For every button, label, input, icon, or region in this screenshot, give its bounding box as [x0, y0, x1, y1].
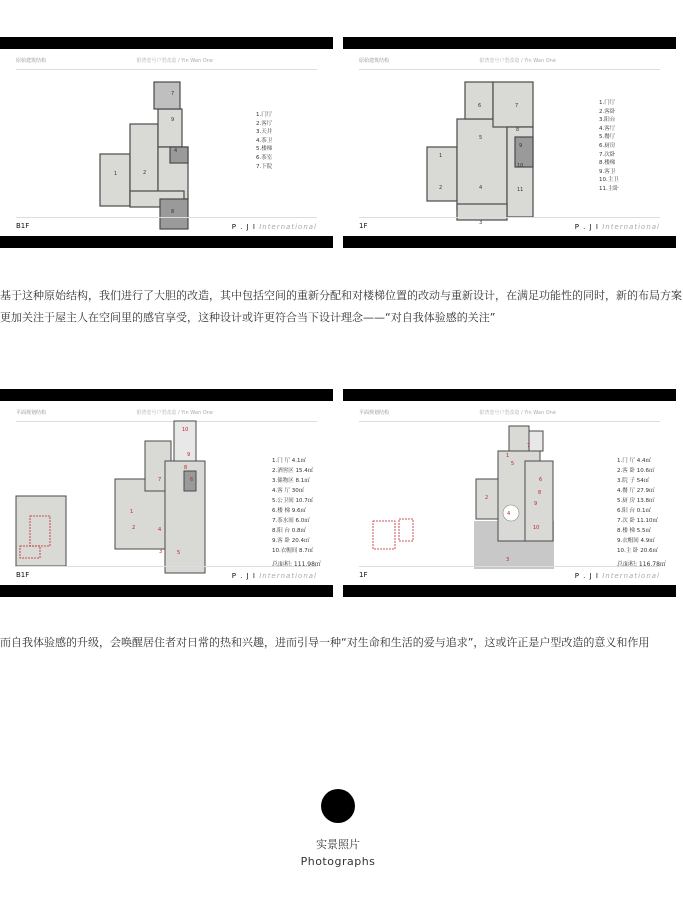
legend-item: 4.客 厅 30㎡ [272, 488, 305, 494]
legend-item: 5.公卫间 10.7㎡ [272, 498, 314, 504]
svg-text:1: 1 [439, 153, 443, 159]
legend-item: 3.天井 [256, 129, 273, 136]
legend-item: 7.次卧 [599, 151, 616, 158]
svg-text:4: 4 [479, 185, 483, 191]
svg-text:9: 9 [519, 143, 523, 149]
legend-item: 4.客厅 [599, 125, 616, 132]
legend-item: 4.茶卫 [256, 137, 273, 144]
legend-item: 2.酒窖区 15.4㎡ [272, 468, 314, 474]
floorplan-panel-1f-original [343, 37, 676, 248]
legend-item: 3.院 子 54㎡ [617, 478, 650, 484]
panel-header-project: 银湾壹号户型改造 / Yin Wan One [479, 58, 556, 64]
legend-item: 4.餐 厅 27.9㎡ [617, 488, 655, 494]
legend-item: 11.主卧 [599, 185, 619, 192]
svg-text:7: 7 [515, 103, 519, 109]
divider [16, 217, 317, 218]
svg-text:3: 3 [159, 549, 163, 555]
svg-text:1: 1 [114, 171, 118, 177]
svg-text:7: 7 [171, 91, 175, 97]
svg-text:3: 3 [506, 557, 510, 563]
panel-header-title: 原始建筑结构 [16, 58, 47, 64]
legend-item: 10.主卫 [599, 177, 619, 184]
divider [359, 217, 660, 218]
room-legend [256, 111, 272, 171]
svg-text:5: 5 [177, 550, 181, 556]
room-foyer [100, 154, 130, 206]
floorplan-panel-1f-planned [343, 389, 676, 597]
paragraph-1: 基于这种原始结构，我们进行了大胆的改造，其中包括空间的重新分配和对楼梯位置的改动与重新设计，在满足功能性的同时，新的布局方案更加关注于屋主人在空间里的感官享受，这种设计或许更符合当下设计理念——“对自我体验感的关注” [0, 289, 682, 324]
svg-text:10: 10 [182, 427, 189, 433]
svg-text:2: 2 [439, 185, 443, 191]
total-area: 总面积: 111.98㎡ [272, 561, 321, 568]
svg-text:9: 9 [534, 501, 538, 507]
svg-text:6: 6 [478, 103, 482, 109]
legend-item: 10.衣帽间 8.7㎡ [272, 548, 314, 554]
legend-item: 8.阳 台 0.8㎡ [272, 528, 306, 534]
legend-item: 8.楼 梯 5.5㎡ [617, 528, 651, 534]
legend-item: 8.楼梯 [599, 160, 616, 167]
svg-text:6: 6 [539, 477, 543, 483]
legend-item: 6.厨房 [599, 142, 616, 149]
legend-item: 1.门 厅 4.1㎡ [272, 458, 306, 464]
room-area-legend [272, 456, 321, 570]
legend-item: 2.客 卧 10.6㎡ [617, 468, 655, 474]
panel-header-project: 银湾壹号户型改造 / Yin Wan One [136, 58, 213, 64]
legend-item: 5.厨 房 13.8㎡ [617, 498, 655, 504]
floor-label: B1F [16, 222, 30, 230]
floorplan-b1f-original-drawing [0, 49, 333, 248]
legend-item: 2.客卧 [599, 108, 616, 115]
svg-text:4: 4 [507, 511, 511, 517]
svg-text:7: 7 [527, 443, 531, 449]
legend-item: 1.门厅 [256, 112, 273, 118]
svg-text:8: 8 [538, 490, 542, 496]
svg-text:5: 5 [479, 135, 483, 141]
section-dot-icon [321, 789, 355, 823]
svg-text:9: 9 [187, 452, 191, 458]
floor-label: 1F [359, 222, 368, 230]
svg-text:7: 7 [158, 477, 162, 483]
legend-item: 6.阳 台 0.1㎡ [617, 508, 651, 514]
svg-text:8: 8 [184, 465, 188, 471]
svg-text:5: 5 [511, 461, 515, 467]
panel-header-title: 平面规划结构 [359, 410, 390, 416]
svg-text:9: 9 [171, 117, 175, 123]
divider [16, 566, 317, 567]
divider [359, 566, 660, 567]
section-title-en: Photographs [300, 855, 376, 868]
svg-text:4: 4 [174, 148, 178, 154]
legend-item: 9.客卫 [599, 168, 616, 175]
svg-text:8: 8 [171, 209, 175, 215]
paragraph-2: 而自我体验感的升级，会唤醒居住者对日常的热和兴趣，进而引导一种“对生命和生活的爱与追求”，这或许正是户型改造的意义和作用 [0, 636, 650, 649]
legend-item: 7.下院 [256, 163, 273, 170]
svg-text:6: 6 [190, 477, 194, 483]
brand-logo: P . J I International [574, 572, 660, 580]
legend-item: 2.客厅 [256, 120, 273, 127]
svg-text:1: 1 [506, 453, 510, 459]
legend-item: 9.衣帽间 4.9㎡ [617, 538, 655, 544]
legend-item: 5.楼梯 [256, 146, 273, 153]
svg-text:3: 3 [479, 220, 483, 226]
svg-text:2: 2 [485, 495, 489, 501]
room-area-legend [617, 456, 666, 570]
svg-text:4: 4 [158, 527, 162, 533]
section-title-cn: 实景照片 [316, 838, 360, 851]
legend-item: 3.储物区 8.1㎡ [272, 478, 310, 484]
brand-logo: P . J I International [231, 572, 317, 580]
room-legend [599, 99, 619, 194]
floorplan-1f-original-drawing [343, 49, 676, 248]
legend-item: 6.楼 梯 9.6㎡ [272, 508, 306, 514]
legend-item: 1.门 厅 4.4㎡ [617, 458, 651, 464]
floor-label: 1F [359, 571, 368, 579]
panel-header-project: 银湾壹号户型改造 / Yin Wan One [479, 410, 556, 416]
legend-item: 10.主 卧 20.6㎡ [617, 548, 658, 554]
legend-item: 7.茶水间 6.0㎡ [272, 518, 310, 524]
total-area: 总面积: 116.78㎡ [617, 561, 666, 568]
floorplan-panel-b1f-planned [0, 389, 333, 597]
svg-text:11: 11 [517, 187, 524, 193]
legend-item: 9.客 卧 20.4㎡ [272, 538, 310, 544]
legend-item: 6.茶室 [256, 154, 273, 161]
svg-text:2: 2 [132, 525, 136, 531]
floor-label: B1F [16, 571, 30, 579]
svg-text:2: 2 [143, 170, 147, 176]
legend-item: 7.次 卧 11.10㎡ [617, 518, 658, 524]
brand-logo: P . J I International [574, 223, 660, 231]
legend-item: 1.门厅 [599, 100, 616, 106]
brand-logo: P . J I International [231, 223, 317, 231]
svg-text:8: 8 [516, 127, 520, 133]
svg-text:1: 1 [130, 509, 134, 515]
svg-text:10: 10 [533, 525, 540, 531]
panel-header-title: 原始建筑结构 [359, 58, 390, 64]
panel-header-title: 平面规划结构 [16, 410, 47, 416]
legend-item: 5.餐厅 [599, 134, 616, 141]
svg-text:10: 10 [517, 163, 524, 169]
floorplan-panel-b1f-original [0, 37, 333, 248]
panel-header-project: 银湾壹号户型改造 / Yin Wan One [136, 410, 213, 416]
legend-item: 3.阳台 [599, 117, 616, 124]
